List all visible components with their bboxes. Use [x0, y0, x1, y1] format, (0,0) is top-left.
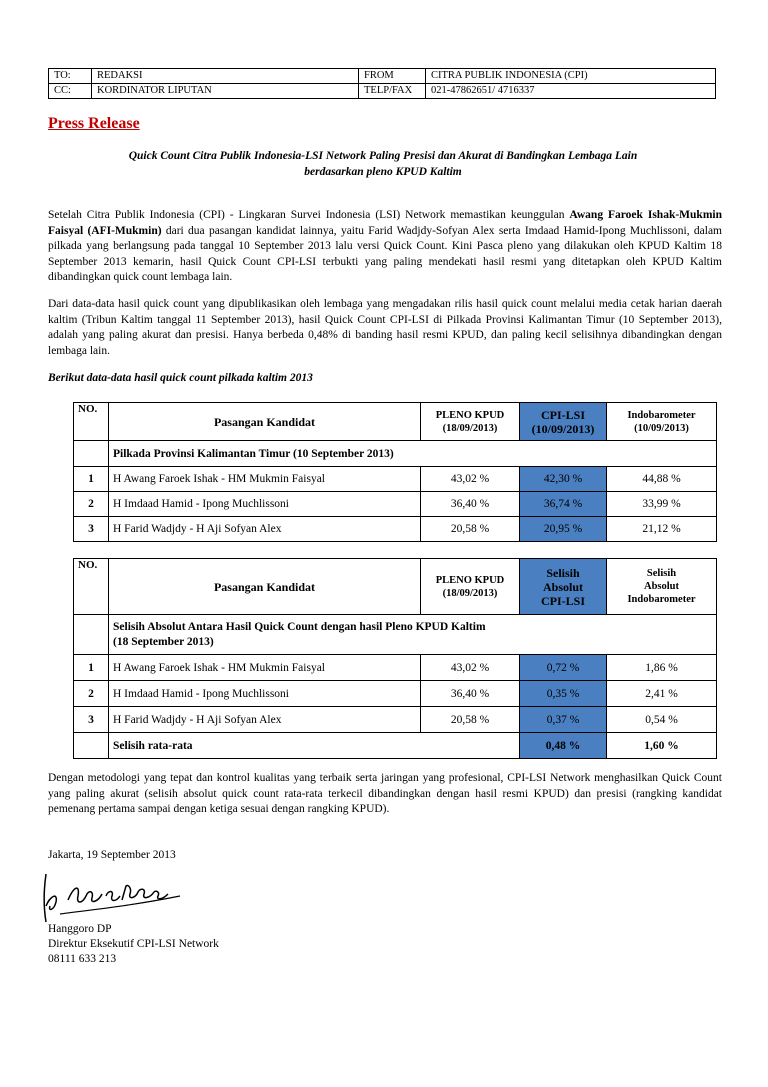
row-indo: 0,54 %	[607, 707, 717, 733]
header-indo	[607, 559, 717, 615]
header-no: NO.	[74, 559, 109, 615]
row-no: 2	[74, 681, 109, 707]
signer-phone: 08111 633 213	[48, 953, 117, 965]
row-no: 1	[74, 467, 109, 492]
row-no: 1	[74, 655, 109, 681]
table-header-row	[74, 403, 717, 441]
paragraph-3: Dengan metodologi yang tepat dan kontrol kualitas yang terbaik serta jaringan yang profesional, CPI-LSI Network menghasilkan Quick Count yang paling akurat (selisih absolut quick count rata-rata terkecil dibandingkan dengan hasil resmi KPUD) dan presisi (rangking kandidat pemenang pertama sampai dengan ketiga sesuai dengan rangking KPUD).	[48, 772, 722, 816]
section-line-1: Selisih Absolut Antara Hasil Quick Count dengan hasil Pleno KPUD Kaltim	[113, 620, 486, 633]
paragraph-1-text-b: dari dua pasangan kandidat lainnya, yaitu Farid Wadjdy-Sofyan Alex serta Imdaad Hamid-Ipong Muchlissoni, dalam pilkada yang berlangsung pada tanggal 10 September 2013 lalu versi Quick Count. Kini Pasca pleno yang dilakukan oleh KPUD Kaltim 18 September 2013 kemarin, hasil Quick Count CPI-LSI terbukti yang paling mendekati hasil resmi yang ditetapkan oleh KPUD Kaltim dibandingkan quick count lembaga lain.	[48, 224, 723, 284]
header-pleno-line2: (18/09/2013)	[442, 587, 498, 599]
row-cpi: 42,30 %	[520, 467, 607, 492]
row-no: 3	[74, 707, 109, 733]
row-cpi: 0,35 %	[520, 681, 607, 707]
section-label: Pilkada Provinsi Kalimantan Timur (10 September 2013)	[109, 441, 717, 467]
from-value: CITRA PUBLIK INDONESIA (CPI)	[426, 69, 716, 84]
table-row	[74, 492, 717, 517]
subtitle-line-1: Quick Count Citra Publik Indonesia-LSI Network Paling Presisi dan Akurat di Bandingkan Lembaga Lain	[128, 150, 638, 162]
row-pleno: 36,40 %	[421, 681, 520, 707]
header-pleno-line1: PLENO KPUD	[435, 409, 505, 421]
row-indo: 33,99 %	[607, 492, 717, 517]
row-name: H Imdaad Hamid - Ipong Muchlissoni	[109, 681, 421, 707]
average-indo: 1,60 %	[607, 733, 717, 759]
section-row	[74, 615, 717, 655]
section-blank	[74, 441, 109, 467]
table-row	[74, 655, 717, 681]
results-table	[73, 402, 717, 542]
section-label	[109, 615, 717, 655]
subtitle-line-2: berdasarkan pleno KPUD Kaltim	[304, 166, 462, 178]
row-pleno: 43,02 %	[421, 467, 520, 492]
header-pleno	[421, 403, 520, 441]
row-cpi: 0,37 %	[520, 707, 607, 733]
to-label: TO:	[49, 69, 92, 84]
row-name: H Awang Faroek Ishak - HM Mukmin Faisyal	[109, 467, 421, 492]
fax-label: TELP/FAX	[359, 84, 426, 99]
row-no: 2	[74, 492, 109, 517]
paragraph-1	[48, 208, 722, 286]
header-cpi	[520, 403, 607, 441]
average-row	[74, 733, 717, 759]
from-label: FROM	[359, 69, 426, 84]
row-name: H Farid Wadjdy - H Aji Sofyan Alex	[109, 707, 421, 733]
table-header-row	[74, 559, 717, 615]
row-indo: 1,86 %	[607, 655, 717, 681]
average-blank	[74, 733, 109, 759]
row-cpi: 36,74 %	[520, 492, 607, 517]
section-blank	[74, 615, 109, 655]
paragraph-1-text-a: Setelah Citra Publik Indonesia (CPI) - Lingkaran Survei Indonesia (LSI) Network memastikan keunggulan	[48, 209, 570, 221]
header-cpi-line3: CPI-LSI	[540, 593, 585, 608]
difference-table	[73, 558, 717, 759]
paragraph-1-bold: Awang Faroek Ishak-Mukmin Faisyal (AFI-Mukmin)	[48, 209, 722, 237]
average-cpi: 0,48 %	[520, 733, 607, 759]
row-no: 3	[74, 517, 109, 542]
paragraph-2: Dari data-data hasil quick count yang dipublikasikan oleh lembaga yang mengadakan rilis hasil quick count melalui media cetak harian daerah kaltim (Tribun Kaltim tanggal 11 September 2013), hasil Quick Count CPI-LSI di Pilkada Provinsi Kalimantan Timur (10 September 2013), adalah yang paling akurat dan presisi. Hanya berbeda 0,48% di banding hasil resmi KPUD, dan paling kecil selisihnya dibandingkan dengan lembaga lain.	[48, 298, 722, 357]
cc-label: CC:	[49, 84, 92, 99]
header-cpi-line2: Absolut	[542, 579, 583, 594]
section-row	[74, 441, 717, 467]
page-title: Press Release	[48, 115, 140, 132]
header-indo-line1: Selisih	[646, 568, 677, 579]
row-indo: 2,41 %	[607, 681, 717, 707]
header-indo	[607, 403, 717, 441]
row-pleno: 43,02 %	[421, 655, 520, 681]
header-cpi-line1: CPI-LSI	[540, 407, 585, 422]
signer-name: Hanggoro DP	[48, 923, 112, 935]
signature-image	[40, 866, 190, 928]
fax-value: 021-47862651/ 4716337	[426, 84, 716, 99]
subtitle	[48, 148, 718, 180]
header-pleno-line1: PLENO KPUD	[435, 574, 505, 586]
table-row	[74, 681, 717, 707]
row-indo: 44,88 %	[607, 467, 717, 492]
cc-value: KORDINATOR LIPUTAN	[92, 84, 359, 99]
table-row	[74, 467, 717, 492]
table-caption: Berikut data-data hasil quick count pilkada kaltim 2013	[48, 372, 313, 384]
to-value: REDAKSI	[92, 69, 359, 84]
table-row	[74, 707, 717, 733]
memo-row-cc	[49, 84, 716, 99]
signer-title: Direktur Eksekutif CPI-LSI Network	[48, 938, 219, 950]
header-indo-line3: Indobarometer	[627, 594, 696, 605]
header-pleno-line2: (18/09/2013)	[442, 422, 498, 434]
memo-row-to	[49, 69, 716, 84]
row-name: H Imdaad Hamid - Ipong Muchlissoni	[109, 492, 421, 517]
row-pleno: 20,58 %	[421, 517, 520, 542]
header-no: NO.	[74, 403, 109, 441]
row-pleno: 20,58 %	[421, 707, 520, 733]
average-label: Selisih rata-rata	[109, 733, 520, 759]
header-cpi-line2: (10/09/2013)	[531, 421, 595, 436]
header-pleno	[421, 559, 520, 615]
header-pair: Pasangan Kandidat	[109, 559, 421, 615]
place-date: Jakarta, 19 September 2013	[48, 849, 176, 861]
row-indo: 21,12 %	[607, 517, 717, 542]
header-pair: Pasangan Kandidat	[109, 403, 421, 441]
header-cpi-line1: Selisih	[546, 565, 580, 580]
row-name: H Awang Faroek Ishak - HM Mukmin Faisyal	[109, 655, 421, 681]
header-indo-line1: Indobarometer	[627, 409, 696, 421]
row-pleno: 36,40 %	[421, 492, 520, 517]
section-line-2: (18 September 2013)	[113, 635, 214, 648]
row-cpi: 20,95 %	[520, 517, 607, 542]
row-name: H Farid Wadjdy - H Aji Sofyan Alex	[109, 517, 421, 542]
header-indo-line2: Absolut	[643, 581, 679, 592]
table-row	[74, 517, 717, 542]
header-indo-line2: (10/09/2013)	[634, 422, 689, 434]
memo-header	[48, 68, 716, 99]
row-cpi: 0,72 %	[520, 655, 607, 681]
header-cpi	[520, 559, 607, 615]
